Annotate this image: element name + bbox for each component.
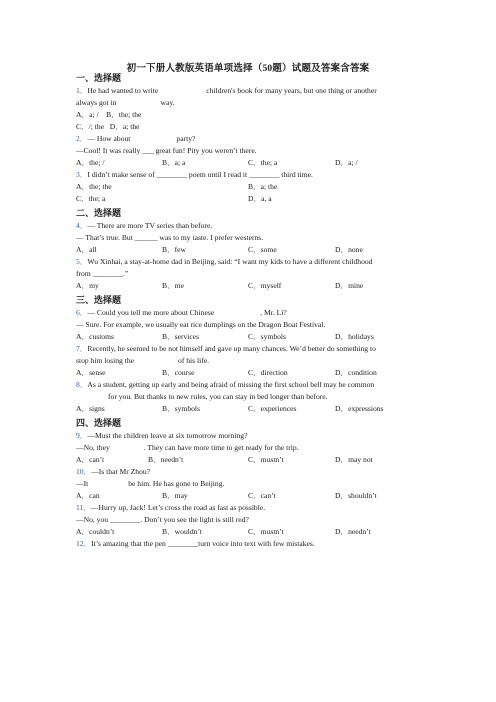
question-text: . They can have more time to get ready for the trip. (143, 443, 299, 452)
option: C．symbols (248, 332, 286, 341)
option: B．the; the (106, 110, 142, 119)
question-6 (76, 308, 287, 318)
question-2 (76, 134, 195, 144)
question-number: 10． (76, 467, 92, 476)
option: B．few (162, 245, 187, 254)
question-text: —No, they (76, 443, 110, 452)
question-text: — Could you tell me more about Chinese (87, 308, 215, 317)
question-6-cont: — Sure. For example, we usually eat rice dumplings on the Dragon Boat Festival. (76, 320, 326, 329)
question-number: 11． (76, 503, 91, 512)
option: C．experiences (248, 404, 297, 413)
question-number: 2． (76, 134, 88, 143)
option: B．services (162, 332, 200, 341)
option: A．sense (76, 368, 106, 377)
option: D．needn’t (335, 527, 371, 536)
question-text: be him. He has gone to Beijing. (128, 479, 225, 488)
question-text: —It (76, 479, 89, 488)
question-7 (76, 344, 376, 354)
question-7-cont (76, 356, 209, 366)
option: A．can’t (76, 455, 105, 464)
question-8 (76, 380, 374, 390)
option: D．a; the (109, 122, 140, 131)
page-title: 初一下册人教版英语单项选择（50题）试题及答案含答案 (126, 64, 370, 74)
option: B．needn’t (148, 455, 184, 464)
question-number: 8． (76, 380, 88, 389)
question-text: , Mr. Li? (260, 308, 287, 317)
option: A．my (76, 281, 99, 290)
option: A．the; / (76, 158, 105, 167)
question-10 (76, 467, 150, 477)
option: C．some (248, 245, 277, 254)
option: D．condition (335, 368, 377, 377)
question-text: of his life. (178, 356, 210, 365)
option: C．the; a (248, 158, 278, 167)
options-row (76, 110, 141, 120)
option: C．mustn’t (248, 455, 284, 464)
question-text: —Must the children leave at six tomorrow morning? (87, 431, 248, 440)
options-row (76, 122, 140, 132)
option: C．can’t (248, 491, 276, 500)
section-heading: 四、选择题 (76, 418, 122, 428)
option: A．couldn’t (76, 527, 115, 536)
option: D．none (335, 245, 363, 254)
question-text: It’s amazing that the pen ________turn voice into text with few mistakes. (91, 539, 315, 548)
option: A．the; the (76, 182, 112, 191)
option: A．can (76, 491, 100, 500)
section-heading: 三、选择题 (76, 295, 122, 305)
option: A．a; / (76, 110, 99, 119)
question-5 (76, 257, 372, 267)
question-10-cont (76, 479, 224, 489)
question-text: stop him losing the (76, 356, 135, 365)
question-text: Wu Xinhai, a stay-at-home dad in Beijing, said: “I want my kids to have a different childhood (87, 257, 373, 266)
question-5-cont: from ________.” (76, 269, 129, 278)
question-number: 6． (76, 308, 88, 317)
question-number: 1． (76, 86, 88, 95)
section-heading: 一、选择题 (76, 73, 122, 83)
option: B．me (162, 281, 184, 290)
question-text: —Is that Mr Zhou? (91, 467, 151, 476)
question-text: always got in (76, 98, 117, 107)
question-11-cont: —No, you ________. Don’t you see the light is still red? (76, 515, 249, 524)
question-11 (76, 503, 265, 513)
question-8-cont: for you. But thanks to new rules, you can stay in bed longer than before. (108, 392, 328, 401)
question-number: 5． (76, 257, 88, 266)
option: C．myself (248, 281, 282, 290)
option: D．shouldn’t (335, 491, 377, 500)
question-number: 7． (76, 344, 88, 353)
question-9 (76, 431, 247, 441)
option: C．/; the (76, 122, 105, 131)
question-1-cont (76, 98, 175, 108)
question-number: 9． (76, 431, 88, 440)
question-4-cont: — That’s true. But ______ was to my taste. I prefer westerns. (76, 233, 264, 242)
question-text: Recently, he seemed to be not himself and gave up many chances. We’d better do something to (87, 344, 376, 353)
question-text: As a student, getting up early and being afraid of missing the first school bell may be common (87, 380, 375, 389)
question-4 (76, 221, 212, 231)
question-12 (76, 539, 315, 549)
question-9-cont (76, 443, 299, 453)
question-number: 3． (76, 170, 88, 179)
question-text: — How about (87, 134, 131, 143)
option: D．expressions (335, 404, 384, 413)
option: C．the; a (76, 194, 106, 203)
option: D．mine (335, 281, 364, 290)
question-text: I didn’t make sense of ________ poem until I read it ________ third time. (87, 170, 313, 179)
question-text: He had wanted to write (87, 86, 159, 95)
option: B．symbols (162, 404, 200, 413)
option: B．may (162, 491, 188, 500)
question-number: 12． (76, 539, 92, 548)
question-text: party? (176, 134, 196, 143)
option: B．wouldn’t (162, 527, 202, 536)
question-1 (76, 86, 377, 96)
option: D．may not (335, 455, 373, 464)
question-number: 4． (76, 221, 88, 230)
option: A．customs (76, 332, 114, 341)
question-text: —Hurry up, Jack! Let’s cross the road as fast as possible. (90, 503, 266, 512)
option: A．all (76, 245, 97, 254)
option: C．direction (248, 368, 288, 377)
section-heading: 二、选择题 (76, 208, 122, 218)
question-text: children's book for many years, but one thing or another (206, 86, 377, 95)
option: B．a; the (248, 182, 278, 191)
question-text: — There are more TV series than before. (87, 221, 213, 230)
question-2-cont: —Cool! It was really ___ great fun! Pity you weren’t there. (76, 146, 257, 155)
option: D．holidays (335, 332, 374, 341)
option: D．a, a (248, 194, 272, 203)
option: C．mustn’t (248, 527, 284, 536)
question-3 (76, 170, 313, 180)
option: D．a; / (335, 158, 358, 167)
option: B．course (162, 368, 195, 377)
option: B．a; a (162, 158, 186, 167)
option: A．signs (76, 404, 105, 413)
question-text: way. (160, 98, 175, 107)
